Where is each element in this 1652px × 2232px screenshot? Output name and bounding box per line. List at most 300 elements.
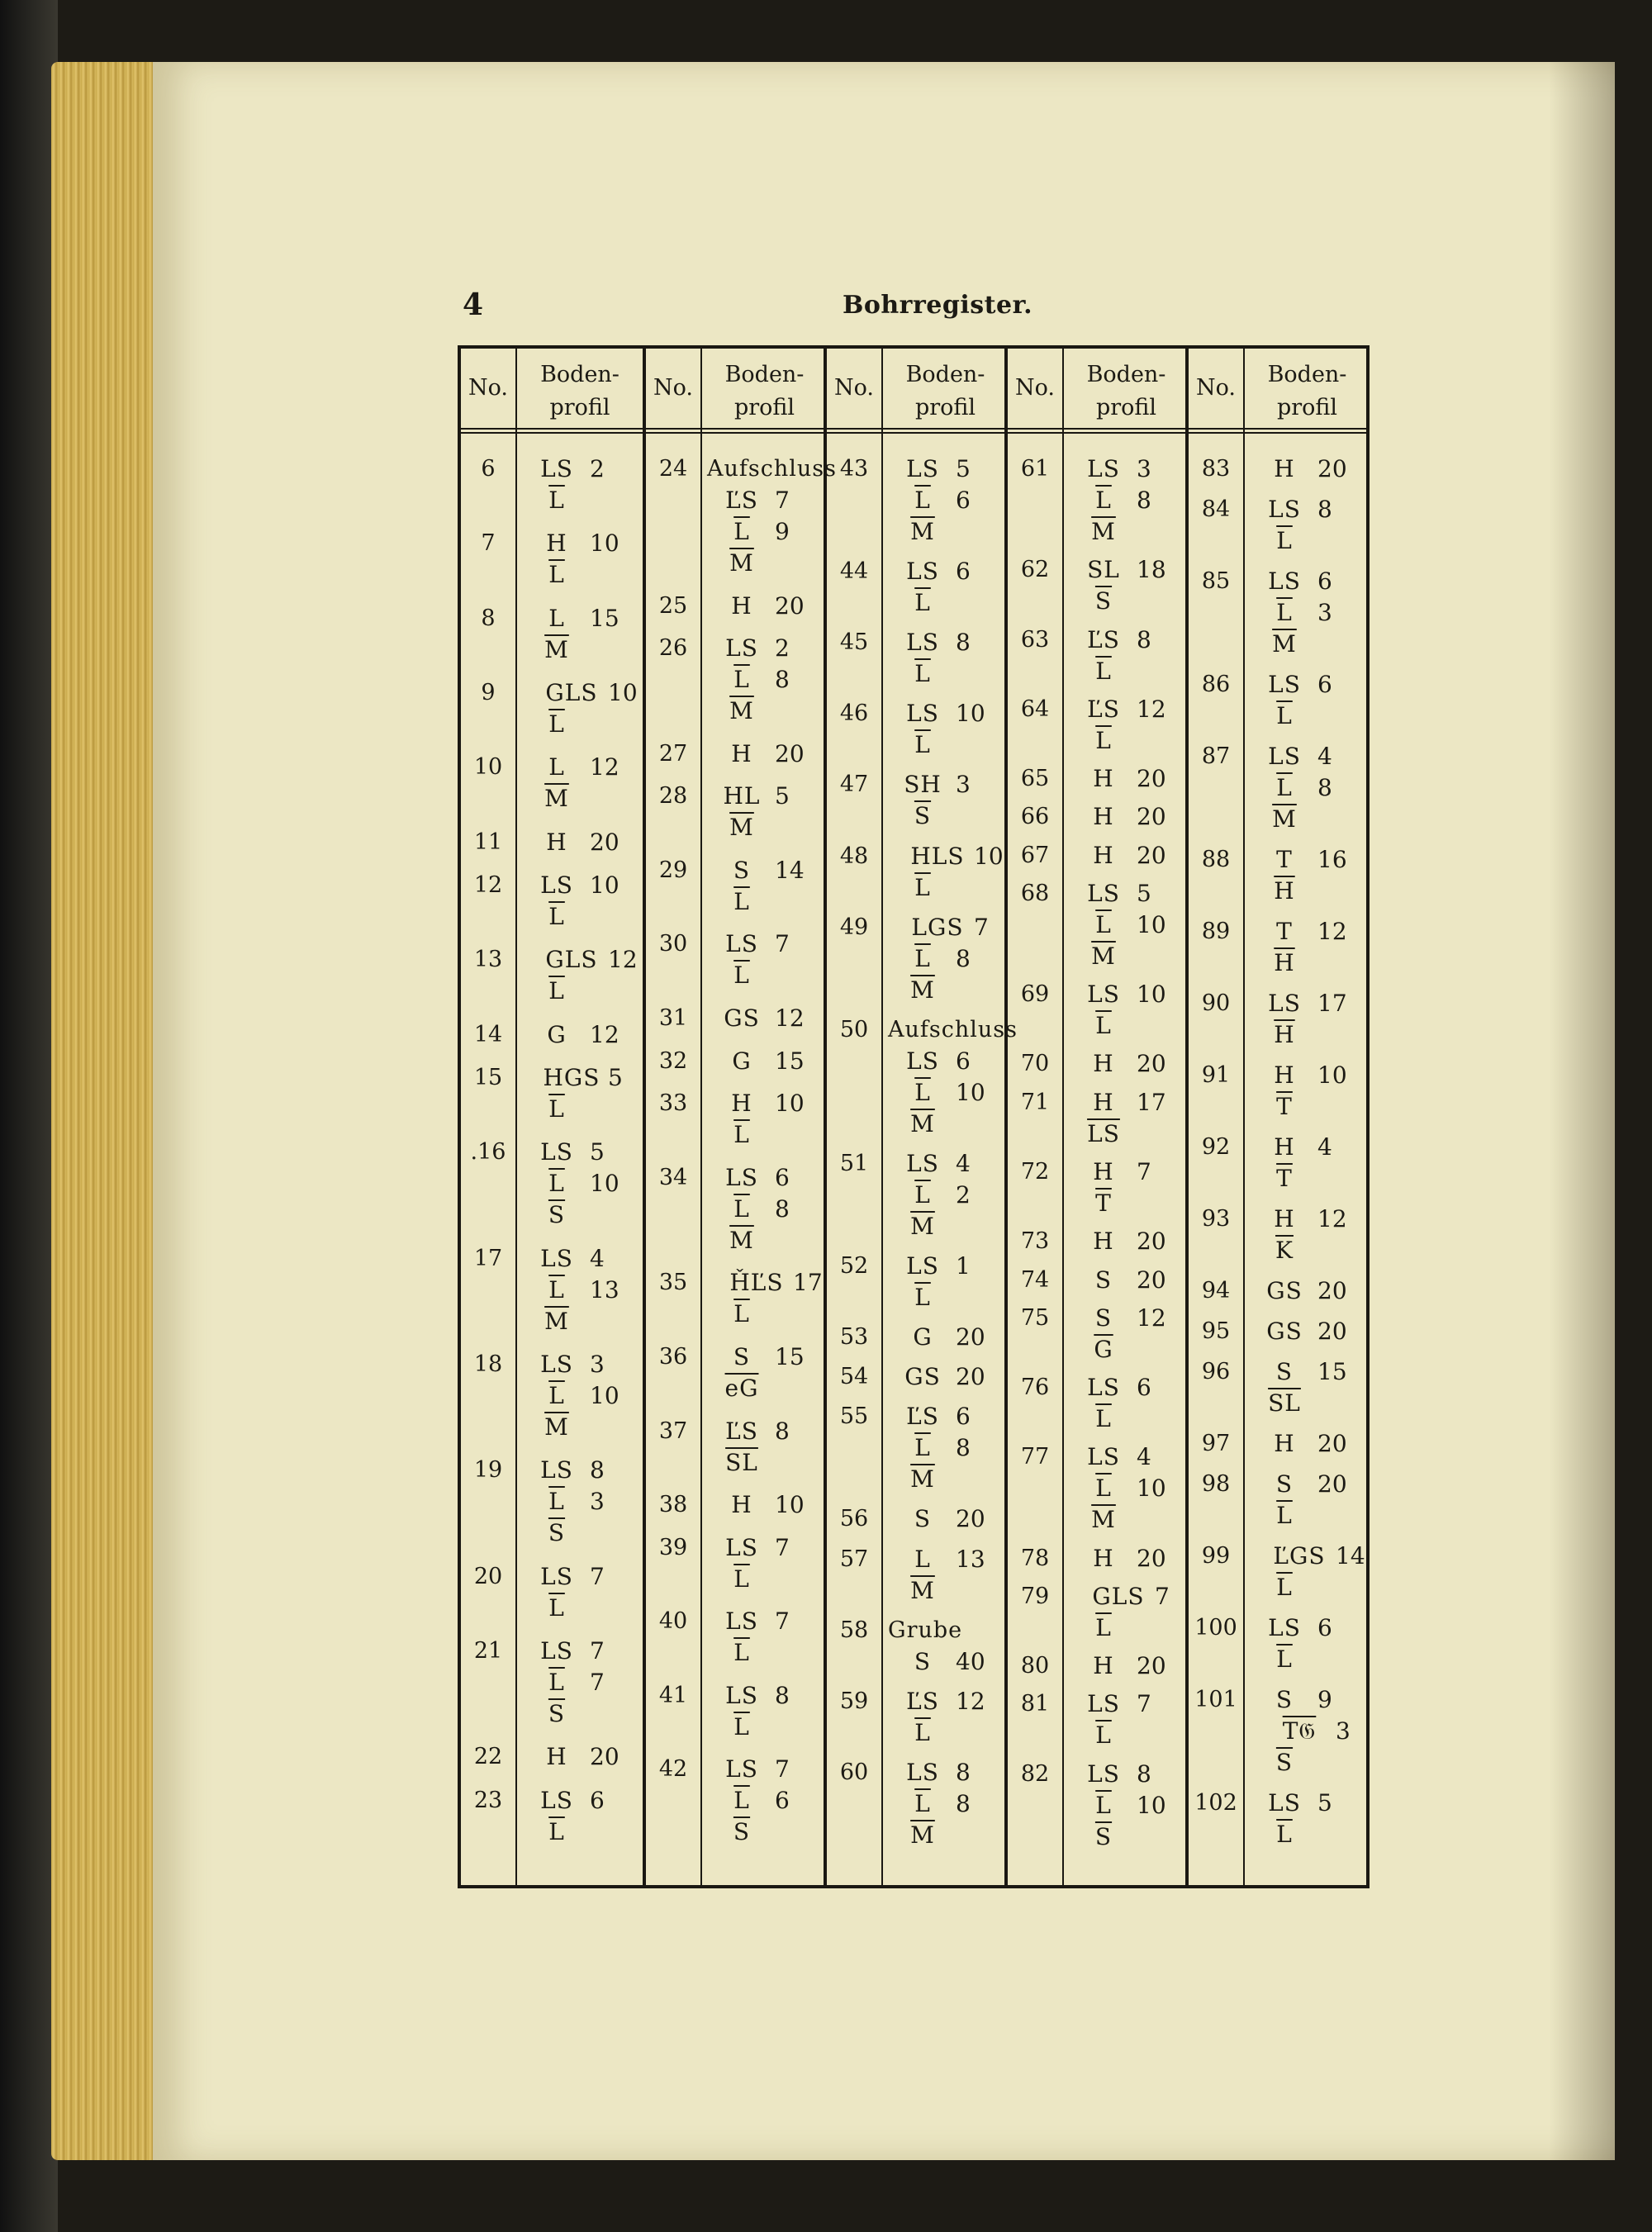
profile-line xyxy=(898,730,1003,762)
layer-depth: 12 xyxy=(956,1687,985,1715)
layer-depth: 12 xyxy=(775,1004,805,1033)
entry-number: 14 xyxy=(473,1021,503,1047)
soil-layer: $\overline{M}$ xyxy=(544,785,569,813)
column-divider xyxy=(881,349,883,1885)
entry-number: 93 xyxy=(1201,1206,1231,1232)
column-divider xyxy=(515,349,517,1885)
profile-note: Aufschluss xyxy=(707,456,837,482)
entry-number: 15 xyxy=(473,1065,503,1090)
profile-line xyxy=(1260,1645,1365,1676)
entry-number: 72 xyxy=(1020,1159,1050,1185)
column-group-4 xyxy=(1004,349,1185,1885)
soil-layer: LS xyxy=(906,455,939,482)
layer-depth: 7 xyxy=(775,1533,790,1561)
layer-depth: 10 xyxy=(956,1078,985,1106)
layer-depth: 6 xyxy=(956,558,971,586)
profile-line xyxy=(1079,910,1184,942)
profile-line xyxy=(717,856,822,887)
profile-line xyxy=(1079,841,1184,872)
soil-layer: LS xyxy=(540,1786,573,1814)
profile-line xyxy=(1260,1357,1365,1389)
soil-layer: S xyxy=(914,1647,932,1675)
profile-line xyxy=(1079,1266,1184,1297)
layer-depth: 20 xyxy=(1137,1266,1166,1294)
header-bodenprofil-line1: Boden- xyxy=(724,362,805,387)
profile-line xyxy=(717,1755,822,1786)
entry-number: 44 xyxy=(839,558,869,585)
layer-depth: 3 xyxy=(956,771,971,799)
layer-depth: 8 xyxy=(590,1456,605,1484)
profile-line xyxy=(1079,555,1184,586)
entry-number: 50 xyxy=(839,1016,869,1042)
profile-line xyxy=(717,1194,822,1226)
layer-depth: 10 xyxy=(1137,1791,1166,1819)
header-bodenprofil xyxy=(702,359,827,425)
soil-layer: $\overline{H}$ xyxy=(1274,877,1295,905)
profile-line xyxy=(1260,629,1365,661)
profile-line xyxy=(717,1817,822,1849)
profile-line xyxy=(532,560,638,591)
profile-line xyxy=(1079,1505,1184,1536)
soil-layer: $\overline{M}$ xyxy=(729,1226,754,1254)
profile-line xyxy=(532,1063,638,1095)
profile-line xyxy=(532,1636,638,1668)
entry-number: 70 xyxy=(1020,1051,1050,1077)
entry-number: 74 xyxy=(1020,1266,1050,1293)
soil-layer: $\overline{L}$ xyxy=(1276,774,1293,801)
entry-number: 30 xyxy=(658,931,688,957)
layer-depth: 20 xyxy=(1137,803,1166,831)
header-bodenprofil-line2: profil xyxy=(1095,395,1157,420)
profile-line xyxy=(717,1089,822,1120)
layer-depth: 8 xyxy=(775,666,790,694)
layer-depth: 8 xyxy=(1137,625,1151,653)
entry-number: 62 xyxy=(1020,557,1050,583)
soil-layer: H xyxy=(731,1491,752,1519)
header-rule xyxy=(646,428,824,430)
soil-layer: H xyxy=(1274,1430,1295,1457)
entry-number: 102 xyxy=(1194,1790,1237,1816)
profile-line xyxy=(1079,1373,1184,1404)
profile-line xyxy=(717,1120,822,1152)
soil-layer: $\overline{T}$ xyxy=(1276,1165,1293,1192)
entry-number: 9 xyxy=(481,680,496,705)
header-no: No. xyxy=(468,375,508,401)
layer-depth: 3 xyxy=(1137,455,1151,482)
entry-number: 81 xyxy=(1020,1691,1050,1717)
column-divider xyxy=(1062,349,1064,1885)
soil-layer: $\overline{L}$ xyxy=(914,1718,931,1746)
soil-layer: LS xyxy=(540,1637,573,1665)
profile-line xyxy=(532,784,638,815)
layer-depth: 10 xyxy=(1317,1061,1347,1089)
soil-layer: $\overline{M}$ xyxy=(910,1109,935,1137)
soil-layer: H xyxy=(1093,765,1114,793)
soil-layer: $\overline{M}$ xyxy=(910,1465,935,1494)
profile-line xyxy=(1260,1164,1365,1195)
soil-layer: ȞĽS xyxy=(729,1269,784,1297)
profile-line xyxy=(1079,1791,1184,1822)
soil-layer: $\overline{L}$ xyxy=(914,589,931,617)
soil-layer: LS xyxy=(1268,496,1301,523)
profile-line xyxy=(1260,773,1365,805)
soil-layer: $\overline{L}$ xyxy=(733,1787,750,1815)
soil-layer: H xyxy=(731,1090,752,1118)
entry-number: 11 xyxy=(473,829,503,855)
entry-number: 68 xyxy=(1020,880,1050,906)
soil-layer: $\overline{L}$ xyxy=(914,1180,931,1209)
layer-depth: 20 xyxy=(1137,1228,1166,1256)
soil-layer: $\overline{L}$ xyxy=(914,1789,931,1817)
profile-line xyxy=(717,781,822,813)
soil-layer: $\overline{L}$ xyxy=(914,873,931,901)
soil-layer: SH xyxy=(904,771,942,799)
layer-depth: 17 xyxy=(1317,990,1347,1017)
soil-layer: $\overline{SL}$ xyxy=(725,1448,758,1476)
entry-number: 8 xyxy=(481,605,496,631)
layer-depth: 6 xyxy=(1317,671,1332,698)
soil-layer: SL xyxy=(1087,556,1120,584)
layer-depth: 20 xyxy=(590,828,620,856)
soil-layer: H xyxy=(1274,1133,1295,1161)
profile-line xyxy=(1079,726,1184,757)
profile-line xyxy=(898,842,1003,873)
soil-layer: $\overline{L}$ xyxy=(733,1300,750,1328)
entry-number: 94 xyxy=(1201,1278,1231,1304)
entry-number: 78 xyxy=(1020,1545,1050,1571)
layer-depth: 20 xyxy=(1137,1652,1166,1680)
soil-layer: $\overline{S}$ xyxy=(548,1519,566,1547)
soil-layer: S xyxy=(1094,1304,1113,1332)
entry-number: 29 xyxy=(658,857,688,883)
soil-layer: $\overline{M}$ xyxy=(544,1307,569,1335)
soil-layer: LS xyxy=(725,1681,758,1709)
soil-layer: GLS xyxy=(1092,1582,1145,1610)
profile-line xyxy=(898,628,1003,659)
profile-line xyxy=(532,902,638,933)
soil-layer: $\overline{L}$ xyxy=(733,1712,750,1740)
page-stack-edge xyxy=(51,62,159,2160)
entry-number: 51 xyxy=(839,1150,869,1176)
header-rule xyxy=(1189,432,1366,434)
entry-number: 100 xyxy=(1194,1615,1237,1641)
layer-depth: 10 xyxy=(590,871,620,899)
entry-number: 58 xyxy=(839,1617,869,1643)
entry-number: 27 xyxy=(658,740,688,767)
profile-line xyxy=(1260,1501,1365,1532)
entry-number: 101 xyxy=(1194,1687,1237,1712)
soil-layer: LS xyxy=(1087,1374,1120,1402)
layer-depth: 13 xyxy=(956,1545,985,1573)
soil-layer: H xyxy=(1274,1205,1295,1232)
soil-layer: ĽS xyxy=(725,487,758,514)
layer-depth: 20 xyxy=(1137,1544,1166,1572)
entry-number: 99 xyxy=(1201,1543,1231,1569)
layer-depth: 9 xyxy=(1317,1686,1332,1713)
profile-line xyxy=(1079,980,1184,1011)
soil-layer: $\overline{L}$ xyxy=(548,561,565,589)
soil-layer: GS xyxy=(1266,1318,1303,1345)
soil-layer: LS xyxy=(540,1138,573,1166)
profile-line xyxy=(532,1275,638,1307)
soil-layer: LS xyxy=(540,455,573,482)
layer-depth: 3 xyxy=(1317,599,1332,626)
soil-layer: $\overline{L}$ xyxy=(1276,1646,1293,1673)
soil-layer: $\overline{L}$ xyxy=(733,1194,750,1223)
profile-line xyxy=(1260,1236,1365,1267)
soil-layer: ĽS xyxy=(1087,695,1120,723)
layer-depth: 10 xyxy=(775,1491,805,1519)
layer-depth: 7 xyxy=(1137,1158,1151,1185)
header-no: No. xyxy=(1015,375,1055,401)
soil-layer: $\overline{T}$ xyxy=(1276,1093,1293,1120)
profile-line xyxy=(898,659,1003,691)
layer-depth: 8 xyxy=(775,1417,790,1445)
layer-depth: 8 xyxy=(956,629,971,657)
soil-layer: $\overline{L}$ xyxy=(1095,1405,1112,1433)
layer-depth: 6 xyxy=(1137,1374,1151,1402)
layer-depth: 3 xyxy=(590,1488,605,1516)
soil-layer: GS xyxy=(724,1004,760,1033)
layer-depth: 7 xyxy=(590,1669,605,1696)
soil-layer: LS xyxy=(906,1758,939,1786)
layer-depth: 10 xyxy=(590,1170,620,1198)
profile-line xyxy=(717,486,822,517)
header-rule xyxy=(1189,428,1366,430)
soil-layer: H xyxy=(1093,1228,1114,1256)
soil-layer: $\overline{M}$ xyxy=(1272,630,1297,658)
profile-line xyxy=(1260,567,1365,598)
header-bodenprofil-line1: Boden- xyxy=(1086,362,1166,387)
profile-line xyxy=(898,1465,1003,1496)
soil-layer: LS xyxy=(1268,567,1301,595)
soil-layer: $\overline{L}$ xyxy=(914,487,931,514)
entry-number: 95 xyxy=(1201,1318,1231,1344)
profile-line xyxy=(717,1342,822,1374)
profile-line xyxy=(717,813,822,844)
profile-line xyxy=(898,1758,1003,1789)
soil-layer: $\overline{LS}$ xyxy=(1087,1119,1120,1147)
soil-layer: $\overline{L}$ xyxy=(914,1078,931,1106)
profile-line xyxy=(717,887,822,919)
profile-line xyxy=(1260,701,1365,733)
profile-line xyxy=(532,1817,638,1849)
layer-depth: 8 xyxy=(1137,487,1151,514)
soil-layer: $\overline{L}$ xyxy=(548,487,565,514)
profile-line xyxy=(1079,1759,1184,1791)
profile-line xyxy=(532,1137,638,1169)
profile-line xyxy=(898,801,1003,833)
soil-layer: $\overline{L}$ xyxy=(733,1639,750,1667)
layer-depth: 5 xyxy=(775,782,790,810)
profile-line xyxy=(532,1786,638,1817)
soil-layer: $\overline{SL}$ xyxy=(1268,1389,1301,1417)
layer-depth: 5 xyxy=(956,455,971,482)
entry-number: 43 xyxy=(839,456,869,482)
profile-line xyxy=(532,529,638,560)
profile-line xyxy=(1079,1582,1184,1613)
entry-number: 12 xyxy=(473,872,503,898)
layer-depth: 20 xyxy=(1137,841,1166,869)
profile-line xyxy=(898,1283,1003,1314)
soil-layer: H xyxy=(546,828,567,856)
soil-layer: $\overline{L}$ xyxy=(914,660,931,688)
entry-number: 19 xyxy=(473,1457,503,1484)
profile-line xyxy=(898,1180,1003,1212)
layer-depth: 6 xyxy=(775,1787,790,1815)
soil-layer: $\overline{L}$ xyxy=(1276,1502,1293,1529)
profile-line xyxy=(1260,742,1365,773)
layer-depth: 2 xyxy=(956,1180,971,1209)
profile-line xyxy=(1260,1788,1365,1820)
profile-line xyxy=(1079,1049,1184,1080)
profile-line xyxy=(532,828,638,859)
soil-layer: $\overline{eG}$ xyxy=(724,1374,759,1402)
layer-depth: 6 xyxy=(590,1786,605,1814)
soil-layer: H xyxy=(546,1743,567,1771)
profile-line xyxy=(1079,657,1184,688)
header-bodenprofil-line1: Boden- xyxy=(905,362,985,387)
soil-layer: LS xyxy=(725,1163,758,1191)
entry-number: 92 xyxy=(1201,1134,1231,1160)
entry-number: 97 xyxy=(1201,1431,1231,1456)
header-bodenprofil xyxy=(883,359,1008,425)
profile-line xyxy=(717,1417,822,1448)
profile-line xyxy=(898,1402,1003,1433)
layer-depth: 16 xyxy=(1317,846,1347,873)
running-head: Bohrregister. xyxy=(843,291,1033,320)
layer-depth: 4 xyxy=(590,1244,605,1272)
profile-line xyxy=(532,454,638,486)
entry-number: 73 xyxy=(1020,1228,1050,1255)
profile-line xyxy=(1079,695,1184,726)
entry-number: 33 xyxy=(658,1090,688,1117)
profile-line xyxy=(532,1668,638,1699)
soil-layer: GLS xyxy=(545,946,598,974)
soil-layer: $\overline{K}$ xyxy=(1275,1237,1294,1264)
entry-number: .16 xyxy=(470,1139,506,1166)
soil-layer: G xyxy=(547,1020,567,1048)
layer-depth: 20 xyxy=(1137,765,1166,793)
layer-depth: 10 xyxy=(956,700,985,728)
soil-layer: LS xyxy=(1268,671,1301,698)
profile-note: Aufschluss xyxy=(888,1016,1018,1042)
profile-line xyxy=(1260,1429,1365,1460)
profile-line xyxy=(1260,670,1365,701)
soil-layer: $\overline{L}$ xyxy=(733,1565,750,1593)
soil-layer: H xyxy=(731,739,752,767)
profile-line xyxy=(532,1456,638,1487)
header-bodenprofil-line1: Boden- xyxy=(1267,362,1347,387)
profile-line xyxy=(532,1562,638,1593)
soil-layer: LS xyxy=(725,930,758,958)
header-no: No. xyxy=(834,375,874,401)
layer-depth: 8 xyxy=(775,1194,790,1223)
soil-layer: $\overline{L}$ xyxy=(548,1275,565,1304)
profile-line xyxy=(532,604,638,635)
soil-layer: $\overline{L}$ xyxy=(1095,726,1112,754)
soil-layer: $\overline{L}$ xyxy=(548,1593,565,1622)
layer-depth: 3 xyxy=(1336,1717,1351,1745)
profile-line xyxy=(1079,486,1184,517)
entry-number: 47 xyxy=(839,772,869,798)
soil-layer: LS xyxy=(725,634,758,662)
layer-depth: 5 xyxy=(608,1064,623,1091)
layer-depth: 20 xyxy=(1317,1277,1347,1304)
entry-number: 75 xyxy=(1020,1304,1050,1331)
header-bodenprofil-line2: profil xyxy=(914,395,976,420)
profile-line xyxy=(532,1742,638,1774)
layer-depth: 7 xyxy=(1155,1582,1170,1610)
soil-layer: $\overline{L}$ xyxy=(733,518,750,545)
profile-line xyxy=(532,710,638,741)
layer-depth: 20 xyxy=(1317,455,1347,482)
soil-layer: LS xyxy=(540,1244,573,1272)
soil-layer: $\overline{L}$ xyxy=(1276,527,1293,554)
soil-layer: H xyxy=(731,591,752,620)
layer-depth: 10 xyxy=(1137,981,1166,1009)
profile-line xyxy=(532,1699,638,1731)
entry-number: 48 xyxy=(839,843,869,869)
profile-line xyxy=(898,1433,1003,1465)
soil-layer: LS xyxy=(725,1608,758,1636)
profile-line xyxy=(888,1616,1003,1647)
soil-layer: ĽGS xyxy=(1273,1542,1326,1570)
soil-layer: $\overline{L}$ xyxy=(1095,1012,1112,1040)
profile-line xyxy=(1260,454,1365,486)
soil-layer: LS xyxy=(1268,990,1301,1017)
soil-layer: $\overline{L}$ xyxy=(548,977,565,1005)
soil-layer: $\overline{M}$ xyxy=(1272,805,1297,833)
soil-layer: $\overline{M}$ xyxy=(910,1821,935,1849)
soil-layer: $\overline{M}$ xyxy=(544,635,569,663)
soil-layer: LS xyxy=(540,1456,573,1484)
soil-layer: HLS xyxy=(910,842,965,870)
soil-layer: $\overline{G}$ xyxy=(1094,1335,1113,1363)
layer-depth: 10 xyxy=(775,1090,805,1118)
profile-line xyxy=(1260,1276,1365,1308)
layer-depth: 17 xyxy=(793,1269,823,1297)
soil-layer: LS xyxy=(540,871,573,899)
profile-line xyxy=(1260,1020,1365,1052)
entry-number: 98 xyxy=(1201,1471,1231,1497)
profile-line xyxy=(1260,598,1365,629)
profile-line xyxy=(1260,876,1365,908)
soil-layer: $\overline{S}$ xyxy=(914,802,932,830)
layer-depth: 12 xyxy=(1137,695,1166,723)
profile-line xyxy=(1079,1721,1184,1752)
entry-number: 22 xyxy=(473,1744,503,1770)
layer-depth: 14 xyxy=(1336,1542,1365,1570)
profile-line xyxy=(898,1687,1003,1718)
profile-line xyxy=(898,699,1003,730)
soil-layer: H xyxy=(1274,1061,1295,1089)
entry-number: 23 xyxy=(473,1787,503,1813)
page-gutter-shadow xyxy=(1549,62,1615,2160)
entry-number: 76 xyxy=(1020,1375,1050,1401)
entry-number: 83 xyxy=(1201,456,1231,482)
entry-number: 61 xyxy=(1020,456,1050,482)
entry-number: 85 xyxy=(1201,568,1231,594)
profile-line xyxy=(1260,1541,1365,1573)
soil-layer: LS xyxy=(1268,743,1301,770)
soil-layer: $\overline{L}$ xyxy=(733,666,750,694)
profile-line xyxy=(532,1487,638,1518)
header-rule xyxy=(827,428,1004,430)
soil-layer: LS xyxy=(1268,1614,1301,1641)
entry-number: 57 xyxy=(839,1546,869,1572)
profile-line xyxy=(898,486,1003,517)
